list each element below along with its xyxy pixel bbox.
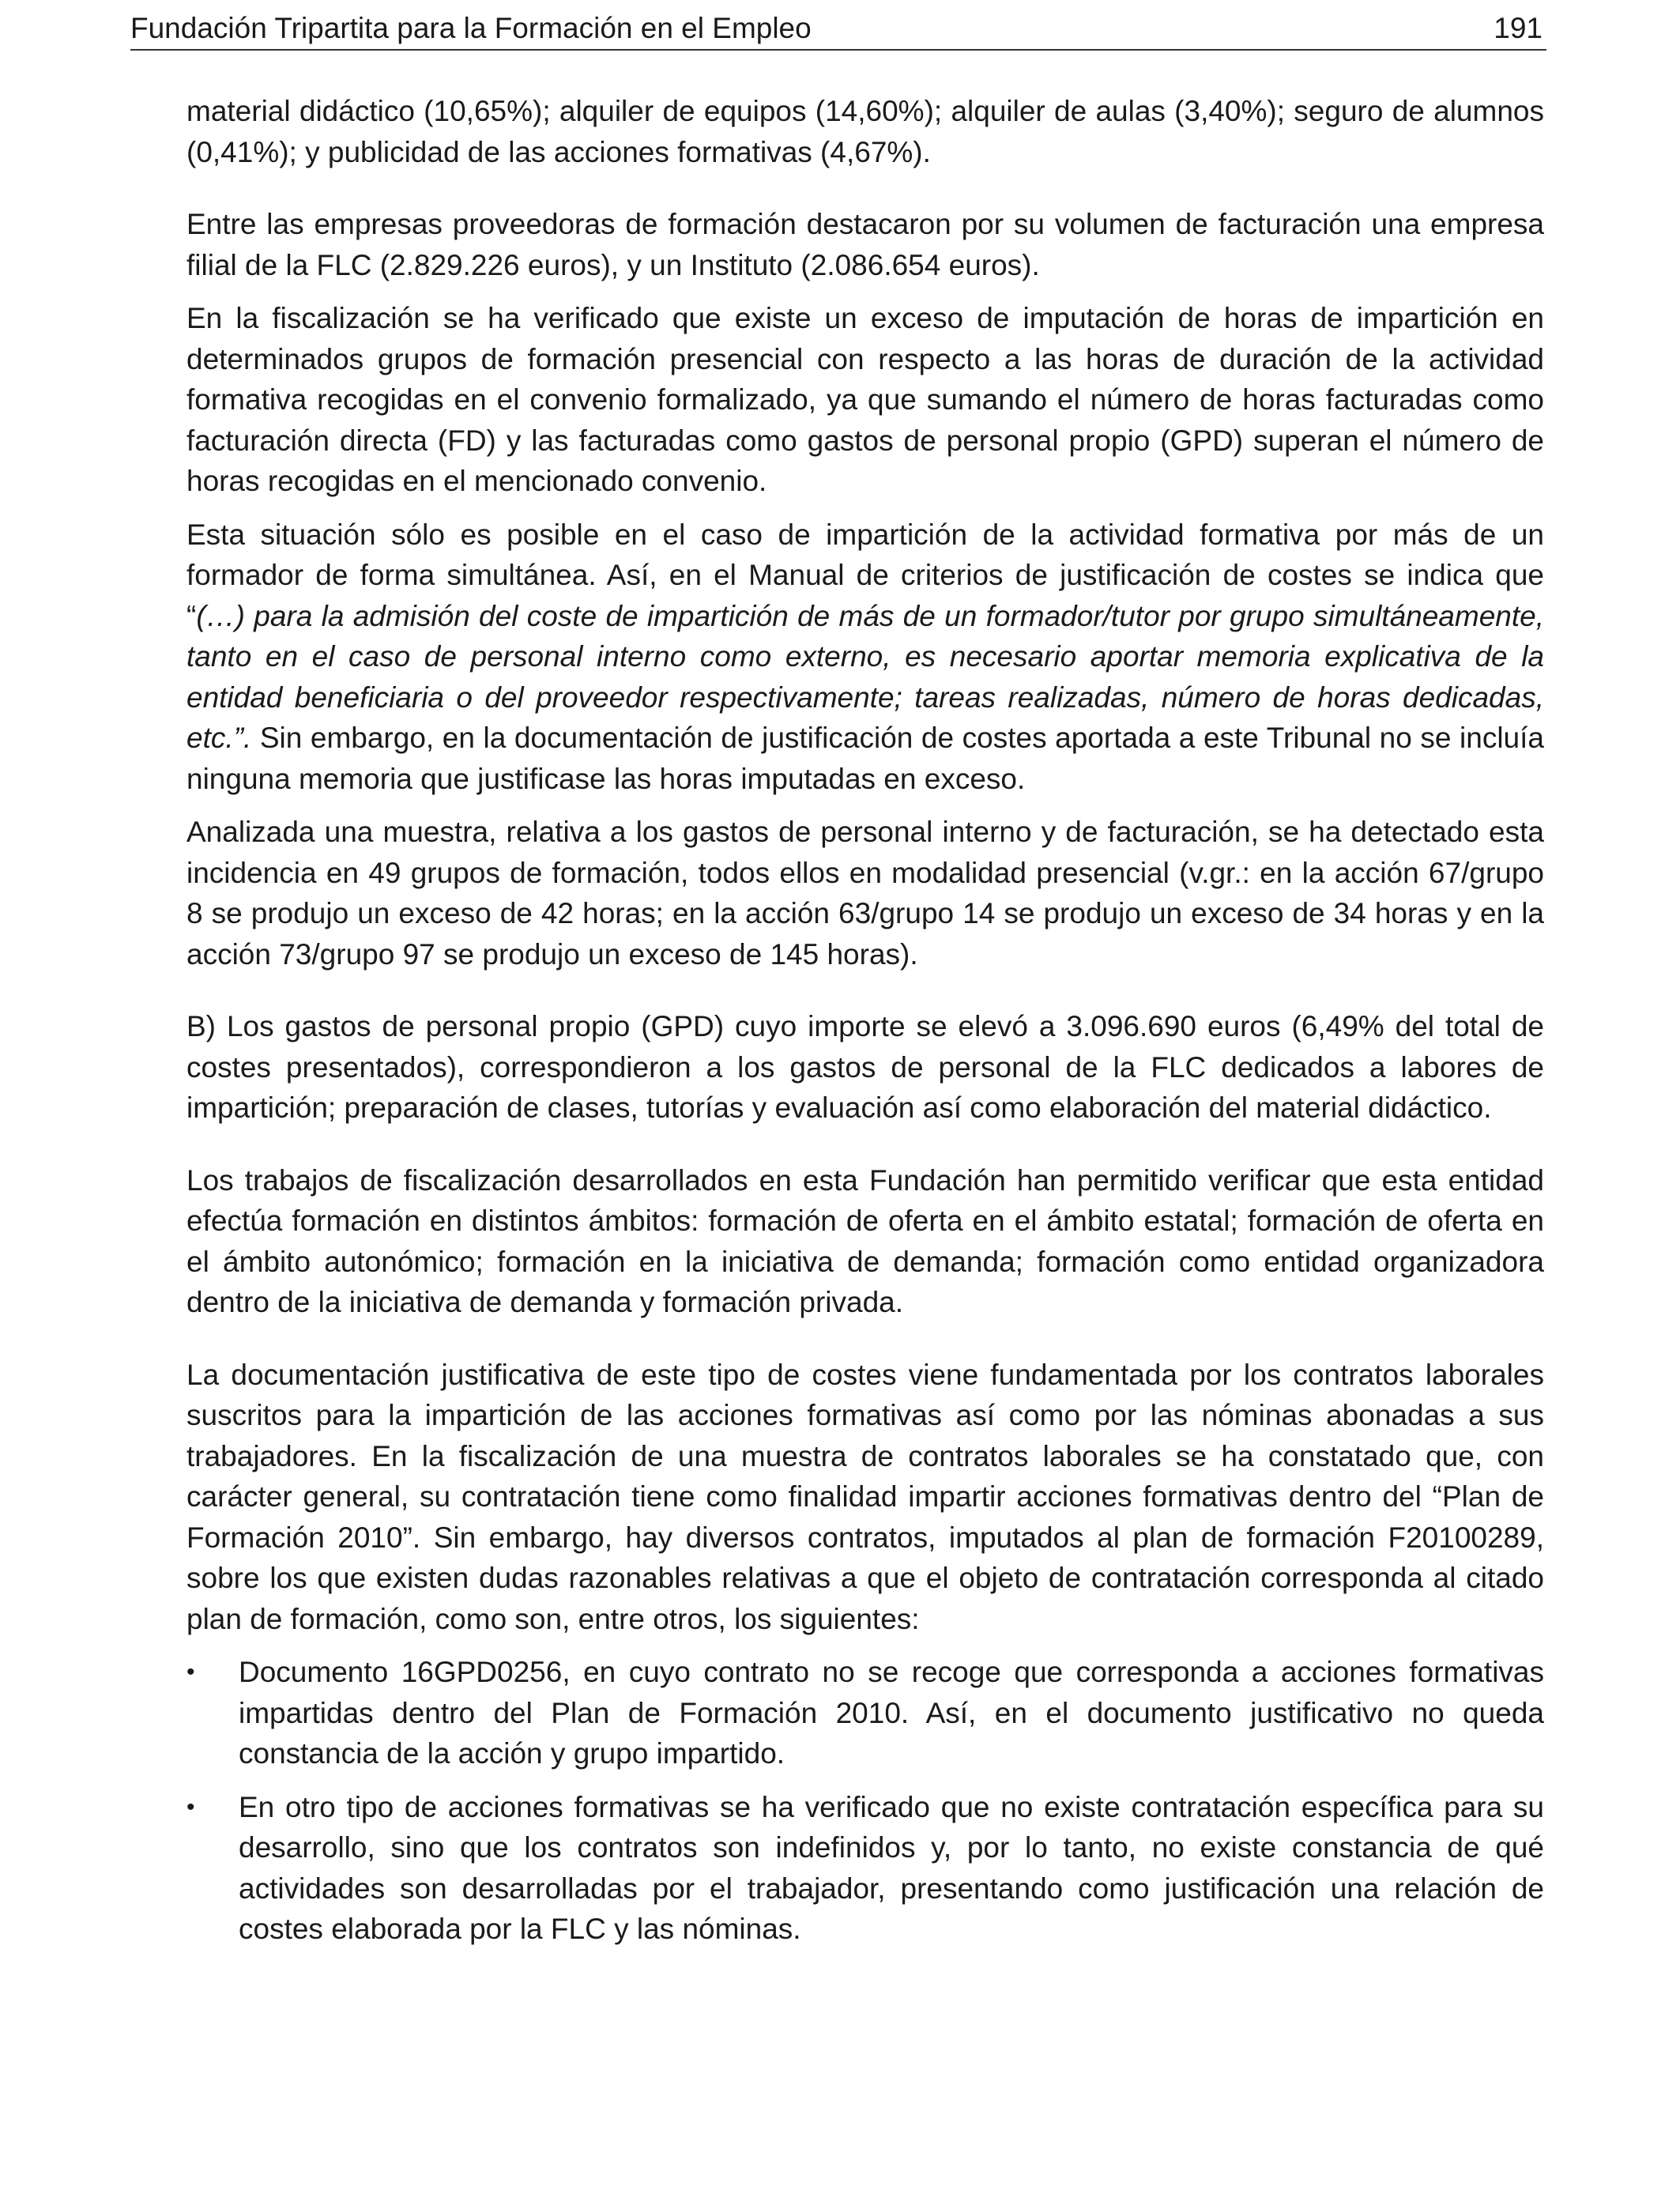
bullet-icon: • (186, 1793, 195, 1820)
paragraph-documentacion-justificativa: La documentación justificativa de este tipo de costes viene fundamentada por los contratos laborales suscritos para la impartición de las acciones formativas así como por las nóminas abonadas a sus trabajadores. En la fiscalización de una muestra de contratos laborales se ha constatado que, con carácter general, su contratación tiene como finalidad impartir acciones formativas dentro del “Plan de Formación 2010”. Sin embargo, hay diversos contratos, imputados al plan de formación F20100289, sobre los que existen dudas razonables relativas a que el objeto de contratación corresponda al citado plan de formación, como son, entre otros, los siguientes: (186, 1358, 1544, 1635)
list-item (186, 1652, 1544, 1774)
bullet-icon: • (186, 1659, 195, 1685)
paragraph-situacion-text-2: Sin embargo, en la documentación de justificación de costes aportada a este Tribunal no se incluía ninguna memoria que justificase las horas imputadas en exceso. (186, 722, 1544, 795)
paragraph-situacion-simultanea (186, 515, 1544, 800)
list-item-text: En otro tipo de acciones formativas se ha verificado que no existe contratación específica para su desarrollo, sino que los contratos son indefinidos y, por lo tanto, no existe constancia de qué actividades son desarrolladas por el trabajador, presentando como justificación una relación de costes elaborada por la FLC y las nóminas. (239, 1790, 1544, 1945)
paragraph-muestra-analizada: Analizada una muestra, relativa a los gastos de personal interno y de facturación, se ha detectado esta incidencia en 49 grupos de formación, todos ellos en modalidad presencial (v.gr.: en la acción 67/grupo 8 se produjo un exceso de 42 horas; en la acción 63/grupo 14 se produjo un exceso de 34 horas y en la acción 73/grupo 97 se produjo un exceso de 145 horas). (186, 816, 1544, 971)
paragraph-situacion-text-1: Esta situación sólo es posible en el caso de impartición de la actividad formativa por más de un formador de forma simultánea. Así, en el Manual de criterios de justificación de costes se indica que “ (186, 518, 1544, 632)
paragraph-exceso-imputacion: En la fiscalización se ha verificado que existe un exceso de imputación de horas de impartición en determinados grupos de formación presencial con respecto a las horas de duración de la actividad formativa recogidas en el convenio formalizado, ya que sumando el número de horas facturadas como facturación directa (FD) y las facturadas como gastos de personal propio (GPD) superan el número de horas recogidas en el mencionado convenio. (186, 302, 1544, 497)
paragraph-gastos-personal: B) Los gastos de personal propio (GPD) cuyo importe se elevó a 3.096.690 euros (6,49% del total de costes presentados), correspondieron a los gastos de personal de la FLC dedicados a labores de impartición; preparación de clases, tutorías y evaluación así como elaboración del material didáctico. (186, 1010, 1544, 1124)
manual-quote: (…) para la admisión del coste de impartición de más de un formador/tutor por grupo simultáneamente, tanto en el caso de personal interno como externo, es necesario aportar memoria explicativa de la entidad beneficiaria o del proveedor respectivamente; tareas realizadas, número de horas dedicadas, etc.”. (186, 599, 1544, 754)
page-header (130, 8, 1546, 51)
bullet-list (186, 1652, 1544, 1950)
header-title: Fundación Tripartita para la Formación en el Empleo (130, 12, 812, 44)
paragraph-trabajos-fiscalizacion: Los trabajos de fiscalización desarrollados en esta Fundación han permitido verificar que esta entidad efectúa formación en distintos ámbitos: formación de oferta en el ámbito estatal; formación de oferta en el ámbito autonómico; formación en la iniciativa de demanda; formación como entidad organizadora dentro de la iniciativa de demanda y formación privada. (186, 1163, 1544, 1318)
list-item-text: Documento 16GPD0256, en cuyo contrato no se recoge que corresponda a acciones formativas impartidas dentro del Plan de Formación 2010. Así, en el documento justificativo no queda constancia de la acción y grupo impartido. (239, 1656, 1544, 1770)
document-body (186, 91, 1544, 1962)
paragraph-material-didactico: material didáctico (10,65%); alquiler de equipos (14,60%); alquiler de aulas (3,40%); seguro de alumnos (0,41%); y publicidad de las acciones formativas (4,67%). (186, 95, 1544, 168)
list-item (186, 1787, 1544, 1950)
paragraph-empresas-proveedoras: Entre las empresas proveedoras de formación destacaron por su volumen de facturación una empresa filial de la FLC (2.829.226 euros), y un Instituto (2.086.654 euros). (186, 208, 1544, 281)
page-number: 191 (1494, 12, 1543, 44)
